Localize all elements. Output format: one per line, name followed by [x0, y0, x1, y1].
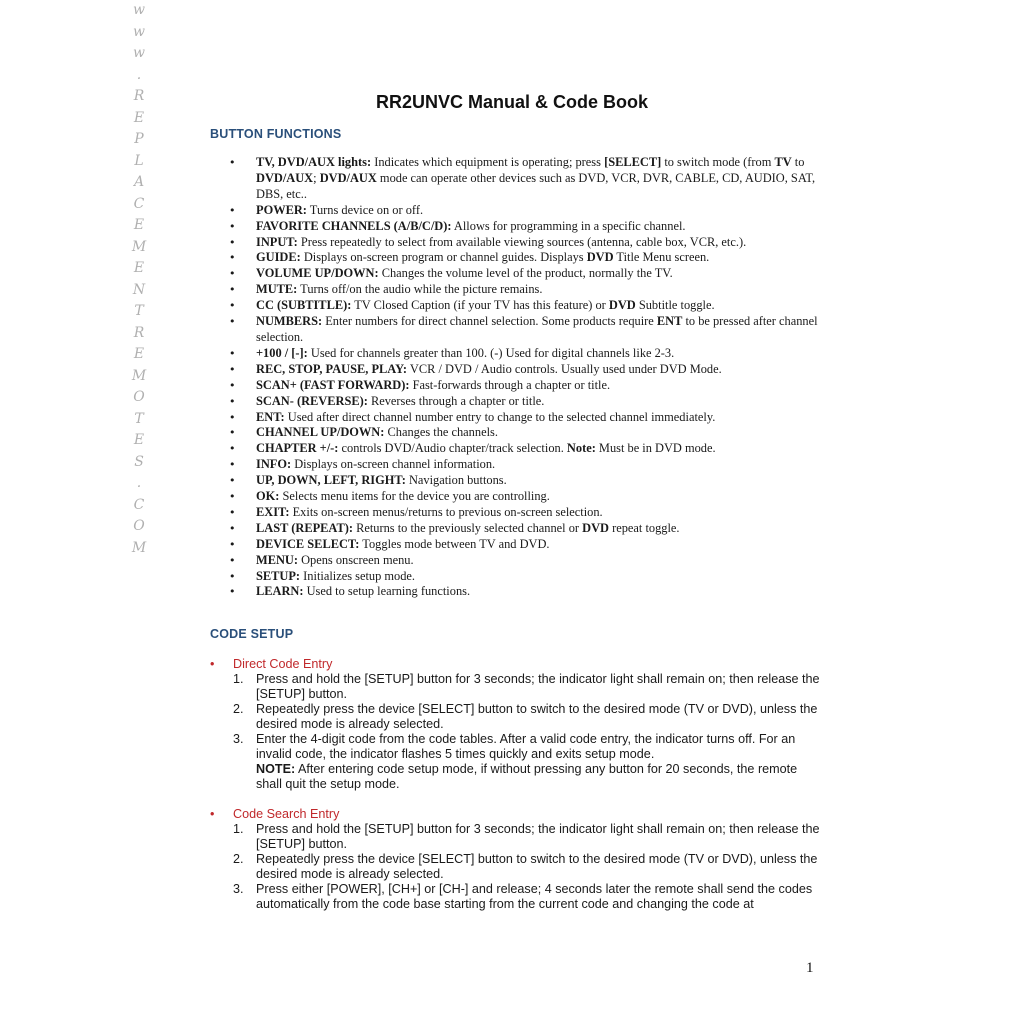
- watermark-char: R: [133, 324, 145, 341]
- code-search-entry-section: [210, 807, 820, 912]
- button-function-label: LAST (REPEAT):: [256, 520, 353, 535]
- button-function-description: Navigation buttons.: [405, 473, 507, 488]
- watermark-char: M: [131, 238, 147, 255]
- direct-code-entry-steps: [210, 672, 820, 792]
- setup-step: [210, 732, 820, 792]
- button-function-label: LEARN:: [256, 584, 304, 599]
- button-function-label: MENU:: [256, 552, 298, 567]
- button-function-label: +100 / [-]:: [256, 345, 308, 360]
- watermark-char: N: [132, 281, 146, 298]
- button-function-description: VCR / DVD / Audio controls. Usually used under DVD Mode.: [407, 361, 722, 376]
- button-function-description: Used after direct channel number entry to change to the selected channel immediately.: [284, 409, 716, 424]
- step-text: Repeatedly press the device [SELECT] button to switch to the desired mode (TV or DVD), unless the desired mode is already selected.: [256, 852, 818, 881]
- button-function-label: NUMBERS:: [256, 314, 323, 329]
- button-function-item: [229, 441, 819, 457]
- button-function-description: Displays on-screen program or channel guides. Displays: [300, 250, 587, 265]
- button-function-item: [229, 425, 819, 441]
- watermark-char: .: [136, 475, 142, 491]
- button-function-emphasis: DVD/AUX: [319, 170, 377, 185]
- button-function-label: INPUT:: [256, 234, 298, 249]
- step-text: Repeatedly press the device [SELECT] button to switch to the desired mode (TV or DVD), unless the desired mode is already selected.: [256, 702, 818, 731]
- step-text: Press and hold the [SETUP] button for 3 seconds; the indicator light shall remain on; then release the [SETUP] button.: [256, 822, 820, 851]
- button-function-description: Displays on-screen channel information.: [291, 457, 496, 472]
- button-function-label: INFO:: [256, 457, 292, 472]
- button-function-description: Indicates which equipment is operating; press: [371, 155, 605, 169]
- button-function-item: [229, 266, 819, 282]
- button-function-item: [229, 235, 819, 251]
- watermark-char: C: [133, 496, 145, 513]
- button-function-label: OK:: [256, 489, 280, 504]
- button-function-item: [229, 553, 819, 569]
- page-number: 1: [806, 960, 814, 976]
- button-function-item: [229, 282, 819, 298]
- watermark-char: T: [134, 303, 144, 319]
- watermark-char: O: [133, 518, 145, 534]
- button-function-emphasis: TV: [774, 155, 792, 169]
- button-function-label: CHAPTER +/-:: [256, 441, 339, 456]
- button-function-description: to: [791, 155, 805, 169]
- button-function-description: Must be in DVD mode.: [595, 441, 716, 456]
- button-function-label: REC, STOP, PAUSE, PLAY:: [256, 361, 408, 376]
- button-function-label: EXIT:: [256, 504, 290, 519]
- watermark-char: E: [133, 217, 145, 233]
- step-text: Press either [POWER], [CH+] or [CH-] and release; 4 seconds later the remote shall send the codes automatically from the code base starting from the current code and changing the code at: [256, 882, 813, 911]
- button-function-label: TV, DVD/AUX lights:: [256, 155, 372, 169]
- button-function-description: to be pressed after channel selection.: [256, 314, 818, 344]
- button-function-description: Turns off/on the audio while the picture remains.: [297, 282, 543, 297]
- section-heading-code-setup: CODE SETUP: [210, 627, 294, 641]
- note-text: After entering code setup mode, if without pressing any button for 20 seconds, the remote shall quit the setup mode.: [256, 762, 798, 791]
- button-function-item: [229, 569, 819, 585]
- button-function-item: [229, 537, 819, 553]
- button-function-description: Selects menu items for the device you are controlling.: [279, 489, 550, 504]
- step-number: 3.: [233, 732, 244, 746]
- button-function-description: Fast-forwards through a chapter or title.: [409, 377, 611, 392]
- button-function-item: [229, 505, 819, 521]
- button-function-item: [229, 473, 819, 489]
- button-function-emphasis: DVD: [582, 520, 609, 535]
- button-function-description: Enter numbers for direct channel selection. Some products require: [322, 314, 657, 329]
- step-number: 1.: [233, 822, 244, 836]
- button-function-label: UP, DOWN, LEFT, RIGHT:: [256, 473, 406, 488]
- button-function-description: repeat toggle.: [609, 520, 680, 535]
- step-number: 1.: [233, 672, 244, 686]
- step-text: Press and hold the [SETUP] button for 3 seconds; the indicator light shall remain on; then release the [SETUP] button.: [256, 672, 820, 701]
- code-search-entry-steps: [210, 822, 820, 912]
- watermark-char: E: [133, 432, 145, 448]
- button-function-label: DEVICE SELECT:: [256, 536, 360, 551]
- button-function-label: SCAN+ (FAST FORWARD):: [256, 377, 410, 392]
- button-function-emphasis: ENT: [656, 314, 683, 329]
- watermark-char: E: [133, 346, 145, 362]
- watermark-char: A: [133, 174, 145, 190]
- setup-step: [210, 702, 820, 732]
- button-function-description: Initializes setup mode.: [300, 568, 416, 583]
- step-number: 3.: [233, 882, 244, 896]
- button-function-item: [229, 346, 819, 362]
- watermark-char: P: [134, 131, 144, 147]
- button-function-emphasis: DVD: [608, 298, 636, 313]
- step-text: Enter the 4-digit code from the code tables. After a valid code entry, the indicator turns off. For an invalid code, the indicator flashes 5 times quickly and exits setup mode.: [256, 732, 796, 761]
- button-function-label: MUTE:: [256, 282, 298, 297]
- watermark-char: S: [134, 453, 144, 470]
- direct-code-entry-heading: • Direct Code Entry: [210, 657, 820, 672]
- button-function-description: controls DVD/Audio chapter/track selection.: [338, 441, 567, 456]
- button-function-description: Allows for programming in a specific channel.: [451, 218, 686, 233]
- button-function-item: [229, 250, 819, 266]
- button-function-description: Changes the channels.: [384, 425, 498, 440]
- button-function-label: CHANNEL UP/DOWN:: [256, 425, 385, 440]
- button-function-emphasis: Note:: [566, 441, 596, 456]
- watermark-char: w: [133, 45, 145, 61]
- button-function-description: to switch mode (from: [661, 155, 775, 169]
- button-function-item: [229, 314, 819, 346]
- button-function-description: Used to setup learning functions.: [303, 584, 471, 599]
- button-function-item: [229, 362, 819, 378]
- setup-step: [210, 822, 820, 852]
- button-function-item: [229, 394, 819, 410]
- button-function-description: mode can operate other devices such as DVD, VCR, DVR, CABLE, CD, AUDIO, SAT, DBS, etc..: [256, 170, 816, 201]
- watermark-char: T: [134, 410, 144, 427]
- button-function-item: [229, 410, 819, 426]
- button-function-item: [229, 219, 819, 235]
- button-function-label: POWER:: [256, 202, 307, 217]
- step-number: 2.: [233, 852, 244, 866]
- step-number: 2.: [233, 702, 244, 716]
- button-function-description: Subtitle toggle.: [635, 298, 715, 313]
- watermark-char: E: [133, 260, 145, 276]
- watermark-char: L: [134, 152, 144, 169]
- button-function-label: CC (SUBTITLE):: [256, 298, 352, 313]
- button-function-description: TV Closed Caption (if your TV has this feature) or: [351, 298, 609, 313]
- button-function-description: Returns to the previously selected channel or: [352, 520, 583, 535]
- button-function-description: Toggles mode between TV and DVD.: [359, 536, 550, 551]
- button-function-label: SETUP:: [256, 568, 301, 583]
- watermark-char: M: [131, 539, 147, 556]
- button-function-label: ENT:: [256, 409, 285, 424]
- watermark-char: O: [133, 389, 145, 405]
- code-search-entry-heading: • Code Search Entry: [210, 807, 820, 822]
- button-function-item: [229, 489, 819, 505]
- section-heading-button-functions: BUTTON FUNCTIONS: [210, 127, 342, 141]
- button-function-label: FAVORITE CHANNELS (A/B/C/D):: [256, 218, 452, 233]
- button-function-item: [229, 584, 819, 600]
- watermark-vertical-text: [126, 0, 152, 559]
- watermark-char: w: [133, 23, 145, 40]
- button-function-item: [229, 298, 819, 314]
- button-function-item: [229, 378, 819, 394]
- button-function-item: [229, 457, 819, 473]
- watermark-char: w: [133, 2, 145, 18]
- button-function-label: GUIDE:: [256, 250, 301, 265]
- button-function-description: Turns device on or off.: [306, 202, 424, 217]
- button-function-description: Press repeatedly to select from available viewing sources (antenna, cable box, VCR, etc.).: [297, 234, 747, 249]
- watermark-char: E: [133, 109, 145, 126]
- note-label: NOTE:: [256, 762, 296, 776]
- button-function-description: Changes the volume level of the product, normally the TV.: [378, 266, 673, 281]
- button-function-emphasis: DVD/AUX: [256, 170, 314, 185]
- button-function-description: Opens onscreen menu.: [297, 552, 414, 567]
- button-function-description: Exits on-screen menus/returns to previous on-screen selection.: [289, 504, 603, 519]
- button-function-item: [229, 521, 819, 537]
- watermark-char: .: [136, 66, 142, 83]
- setup-step: [210, 672, 820, 702]
- button-function-description: ;: [313, 170, 320, 185]
- button-function-emphasis: DVD: [586, 250, 614, 265]
- watermark-char: C: [133, 195, 145, 212]
- button-function-description: Reverses through a chapter or title.: [367, 393, 545, 408]
- button-function-label: VOLUME UP/DOWN:: [256, 266, 379, 281]
- button-function-label: SCAN- (REVERSE):: [256, 393, 368, 408]
- direct-code-entry-section: [210, 657, 820, 792]
- setup-step: [210, 882, 820, 912]
- button-function-item: [229, 155, 819, 203]
- document-title: RR2UNVC Manual & Code Book: [375, 92, 649, 112]
- setup-step: [210, 852, 820, 882]
- watermark-char: M: [131, 367, 147, 384]
- button-function-item: [229, 203, 819, 219]
- watermark-char: R: [133, 88, 145, 104]
- button-function-description: Title Menu screen.: [613, 250, 710, 265]
- button-functions-list: [229, 155, 819, 600]
- button-function-description: Used for channels greater than 100. (-) Used for digital channels like 2-3.: [307, 345, 675, 360]
- button-function-emphasis: [SELECT]: [604, 155, 662, 169]
